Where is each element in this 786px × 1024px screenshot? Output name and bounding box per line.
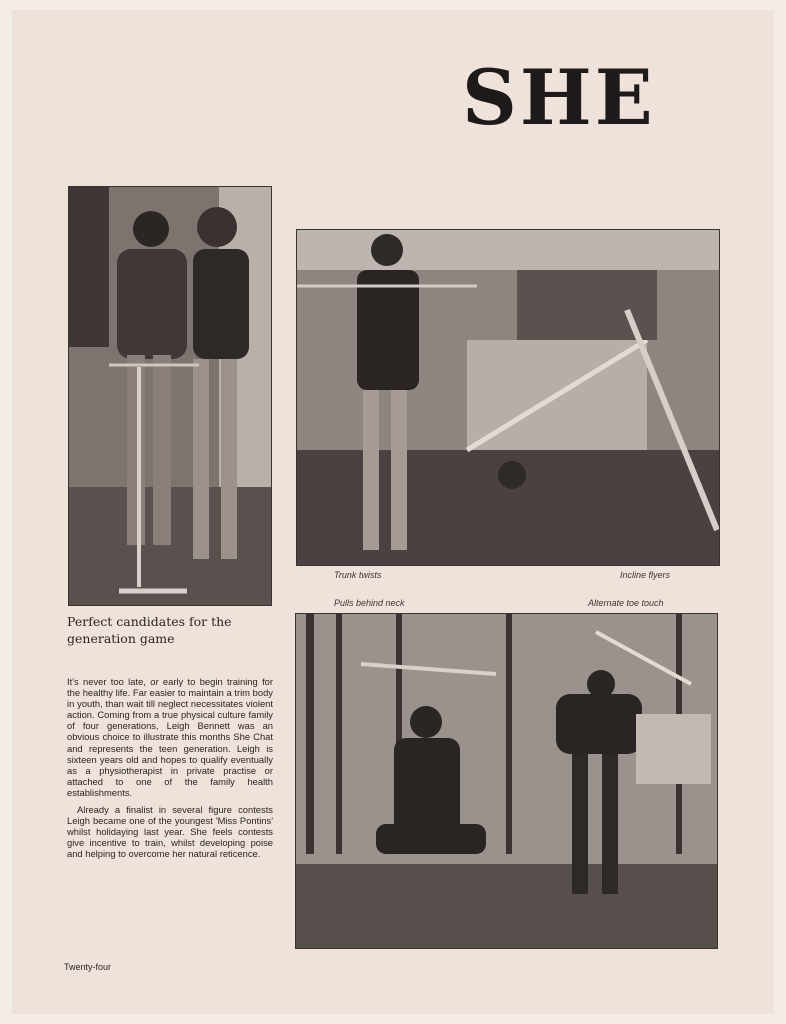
p1-pre: It's never too late, bbox=[67, 676, 151, 687]
article-body bbox=[67, 676, 273, 866]
p1-post: early to begin training for the healthy life. Far easier to maintain a trim body in youth, than wait till neglect necessitates violent action. Coming from a true physical culture family of four generations, Leigh Bennett was an obvious choice to illustrate this months She Chat and represents the teen generation. Leigh is sixteen years old and hopes to qualify eventually as a physiotherapist in private practise or attached to one of the family health establishments. bbox=[67, 676, 274, 798]
photo-exercise-bike bbox=[68, 186, 272, 606]
photo-exercise-bike-illustration bbox=[69, 187, 271, 605]
article-subhead bbox=[67, 613, 277, 647]
p1-emphasis: or bbox=[150, 676, 159, 687]
photo-gym-bottom-illustration bbox=[296, 614, 717, 948]
subhead-line-1: Perfect candidates for the bbox=[67, 614, 232, 629]
caption-pulls-behind-neck: Pulls behind neck bbox=[334, 598, 405, 608]
page-number: Twenty-four bbox=[64, 962, 112, 972]
photo-gym-top-illustration bbox=[297, 230, 719, 565]
subhead-line-2: generation game bbox=[67, 631, 175, 646]
caption-alternate-toe-touch: Alternate toe touch bbox=[588, 598, 664, 608]
caption-incline-flyers: Incline flyers bbox=[620, 570, 671, 580]
masthead-title: SHE bbox=[462, 53, 656, 142]
article-paragraph-2: Already a finalist in several figure contests Leigh became one of the youngest 'Miss Pontins' whilst holidaying last year. She feels contests give incentive to train, whilst developing poise and helping to overcome her natural reticence. bbox=[67, 804, 273, 860]
caption-trunk-twists: Trunk twists bbox=[334, 570, 382, 580]
article-paragraph-1 bbox=[67, 676, 273, 798]
photo-gym-bottom bbox=[295, 613, 718, 949]
photo-gym-top bbox=[296, 229, 720, 566]
